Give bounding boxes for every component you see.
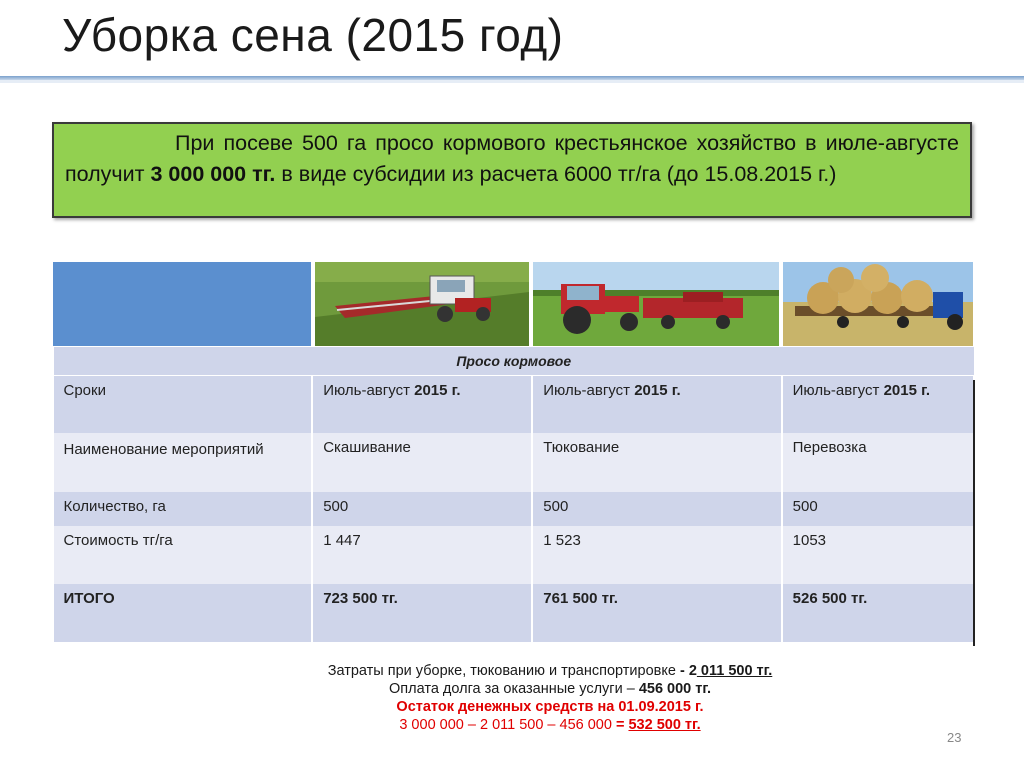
table-row [54, 376, 975, 433]
table-row [54, 526, 975, 584]
slide-title: Уборка сена (2015 год) [62, 9, 564, 61]
summary-line-3: Остаток денежных средств на 01.09.2015 г. [396, 699, 704, 715]
band-row [54, 347, 975, 376]
subsidy-text-part2: в виде субсидии из расчета 6000 тг/га (до 15.08.2015 г.) [275, 162, 837, 186]
row-label: Количество, га [54, 492, 313, 526]
table-row [54, 492, 975, 526]
summary-line-4: 3 000 000 – 2 011 500 – 456 000 = 532 500 тг. [399, 717, 701, 733]
summary-line-1: Затраты при уборке, тюкованию и транспортировке - 2 011 500 тг. [327, 663, 773, 679]
cell: Июль-август 2015 г. [312, 376, 532, 433]
cell: 761 500 тг. [532, 584, 781, 642]
cell: Перевозка [782, 433, 974, 492]
title-divider-shadow [0, 80, 1024, 83]
subsidy-box [52, 122, 972, 218]
cell: Скашивание [312, 433, 532, 492]
row-label: Сроки [54, 376, 313, 433]
table-row [54, 433, 975, 492]
band-title: Просо кормовое [54, 347, 975, 376]
row-label: Наименование мероприятий [54, 433, 313, 492]
page-number: 23 [947, 730, 962, 745]
cell: Июль-август 2015 г. [782, 376, 974, 433]
table-right-edge [973, 380, 975, 646]
cell: 1 447 [312, 526, 532, 584]
cell: 1 523 [532, 526, 781, 584]
subsidy-text-part1: При посеве 500 га просо кормового крестьянское хозяйство в июле-августе получит [65, 131, 959, 186]
cell: 723 500 тг. [312, 584, 532, 642]
cell: 500 [312, 492, 532, 526]
cell: 500 [782, 492, 974, 526]
cell: 500 [532, 492, 781, 526]
cell: 1053 [782, 526, 974, 584]
blank-header-cell [53, 262, 311, 346]
total-row [54, 584, 975, 642]
cell: Тюкование [532, 433, 781, 492]
subsidy-amount: 3 000 000 тг. [150, 162, 276, 186]
row-label: Стоимость тг/га [54, 526, 313, 584]
cell: 526 500 тг. [782, 584, 974, 642]
row-label: ИТОГО [54, 584, 313, 642]
mower-photo [315, 262, 529, 346]
cell: Июль-август 2015 г. [532, 376, 781, 433]
baler-photo [533, 262, 779, 346]
summary-line-2: Оплата долга за оказанные услуги – 456 000 тг. [389, 681, 711, 697]
photo-strip [53, 262, 973, 346]
subsidy-text [65, 128, 959, 190]
summary-block [170, 662, 930, 734]
cost-table [53, 346, 975, 642]
transport-photo [783, 262, 973, 346]
